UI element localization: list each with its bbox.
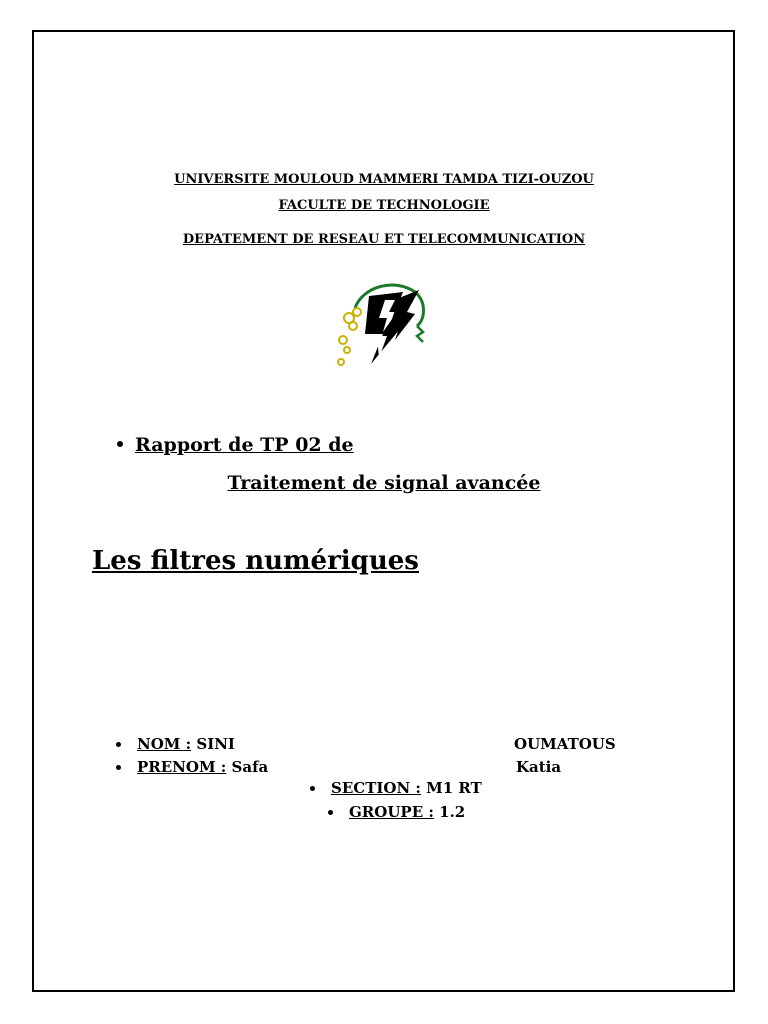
nom-label: NOM :: [137, 735, 192, 753]
bullet-icon: [328, 810, 333, 815]
bullet-icon: [310, 786, 315, 791]
section-value: M1 RT: [420, 779, 482, 797]
bullet-icon: [116, 742, 121, 747]
section-line: [310, 779, 482, 797]
nom-line: [116, 735, 235, 753]
report-line: [117, 434, 354, 456]
course-title: Traitement de signal avancée: [227, 472, 541, 494]
bullet-icon: [116, 765, 121, 770]
faculty-name: FACULTE DE TECHNOLOGIE: [278, 198, 490, 213]
bullet-icon: [117, 441, 123, 447]
section-label: SECTION :: [331, 779, 421, 797]
groupe-label: GROUPE :: [349, 803, 434, 821]
prenom-value: Safa: [226, 758, 269, 776]
department-name: DEPATEMENT DE RESEAU ET TELECOMMUNICATION: [182, 232, 586, 247]
university-emblem-icon: [333, 278, 433, 370]
groupe-line: [328, 803, 465, 821]
prenom-value-2: Katia: [516, 758, 562, 776]
nom-value: SINI: [191, 735, 235, 753]
page-title: Les filtres numériques: [92, 546, 419, 576]
groupe-value: 1.2: [433, 803, 466, 821]
prenom-line: [116, 758, 268, 776]
nom-value-2: OUMATOUS: [514, 735, 616, 753]
prenom-label: PRENOM :: [137, 758, 227, 776]
university-name: UNIVERSITE MOULOUD MAMMERI TAMDA TIZI-OUZOU: [174, 172, 594, 187]
report-label: Rapport de TP 02 de: [135, 434, 354, 456]
